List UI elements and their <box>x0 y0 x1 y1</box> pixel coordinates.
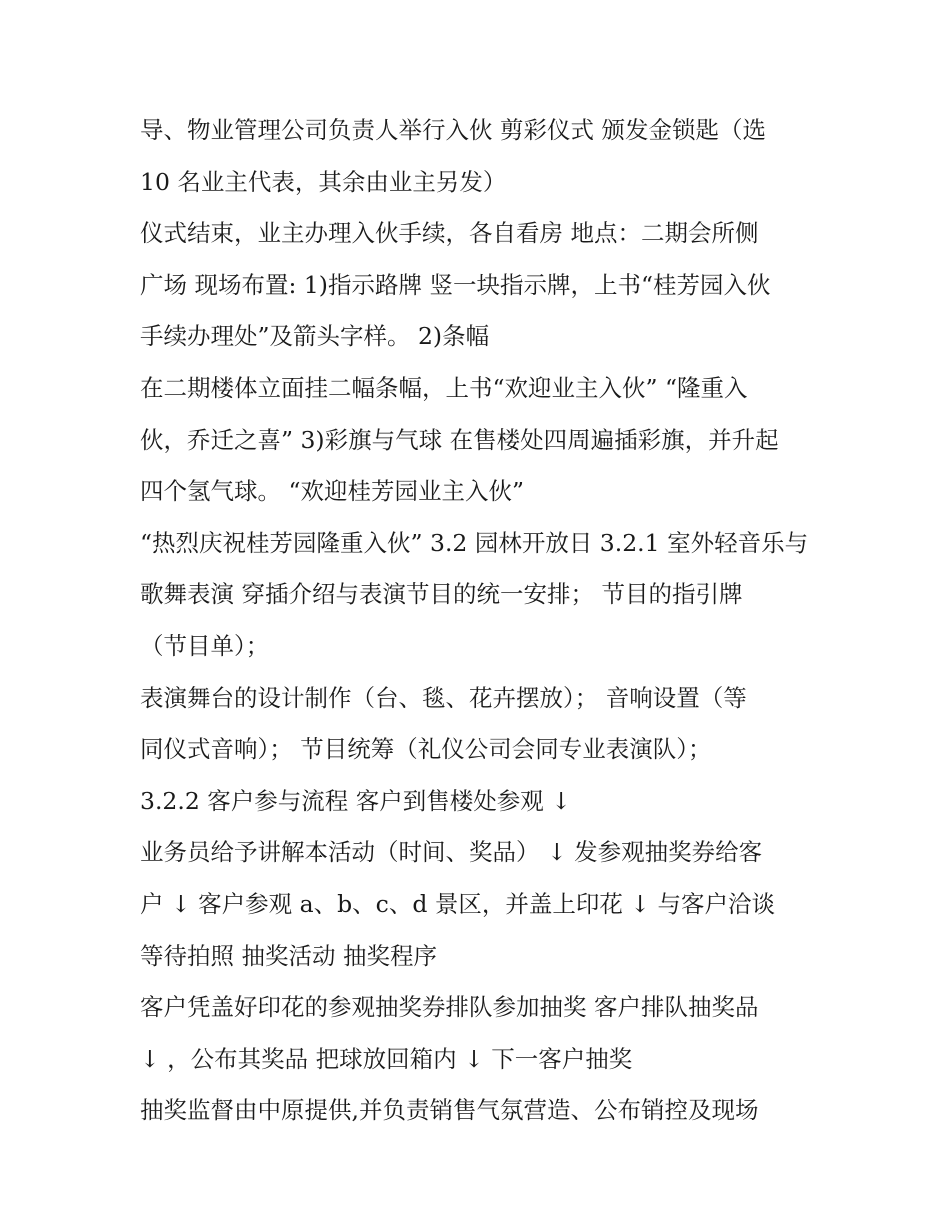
text-line: 手续办理处”及箭头字样。 2)条幅 <box>140 322 490 351</box>
text-line: 客户凭盖好印花的参观抽奖券排队参加抽奖 客户排队抽奖品 <box>140 993 759 1022</box>
text-line: 抽奖监督由中原提供,并负责销售气氛营造、公布销控及现场 <box>140 1096 759 1125</box>
text-line: 导、物业管理公司负责人举行入伙 剪彩仪式 颁发金锁匙（选 <box>140 116 766 144</box>
text-line: ↓ ，公布其奖品 把球放回箱内 ↓ 下一客户抽奖 <box>140 1044 633 1073</box>
text-line: 歌舞表演 穿插介绍与表演节目的统一安排； 节目的指引牌 <box>140 580 743 609</box>
text-line: 四个氢气球。 “欢迎桂芳园业主入伙” <box>140 477 524 506</box>
text-line: 伙，乔迁之喜” 3)彩旗与气球 在售楼处四周遍插彩旗，并升起 <box>140 425 779 454</box>
text-line: 仪式结束，业主办理入伙手续，各自看房 地点：二期会所侧 <box>140 219 759 248</box>
text-line: 3.2.2 客户参与流程 客户到售楼处参观 ↓ <box>140 786 571 815</box>
text-line: 10 名业主代表，其余由业主另发） <box>140 167 507 196</box>
document-body <box>140 105 820 1137</box>
text-line: 等待拍照 抽奖活动 抽奖程序 <box>140 941 437 970</box>
text-line: 广场 现场布置: 1)指示路牌 竖一块指示牌，上书“桂芳园入伙 <box>140 270 771 299</box>
text-line: “热烈庆祝桂芳园隆重入伙” 3.2 园林开放日 3.2.1 室外轻音乐与 <box>140 528 809 557</box>
text-line: 在二期楼体立面挂二幅条幅，上书“欢迎业主入伙” “隆重入 <box>140 373 748 402</box>
text-line: 业务员给予讲解本活动（时间、奖品） ↓ 发参观抽奖券给客 <box>140 838 763 867</box>
text-line: 户 ↓ 客户参观 a、b、c、d 景区，并盖上印花 ↓ 与客户洽谈 <box>140 889 775 918</box>
text-line: 表演舞台的设计制作（台、毯、花卉摆放）； 音响设置（等 <box>140 683 747 712</box>
text-line: 同仪式音响）； 节目统筹（礼仪公司会同专业表演队）； <box>140 735 712 764</box>
text-line: （节目单）； <box>140 631 270 660</box>
